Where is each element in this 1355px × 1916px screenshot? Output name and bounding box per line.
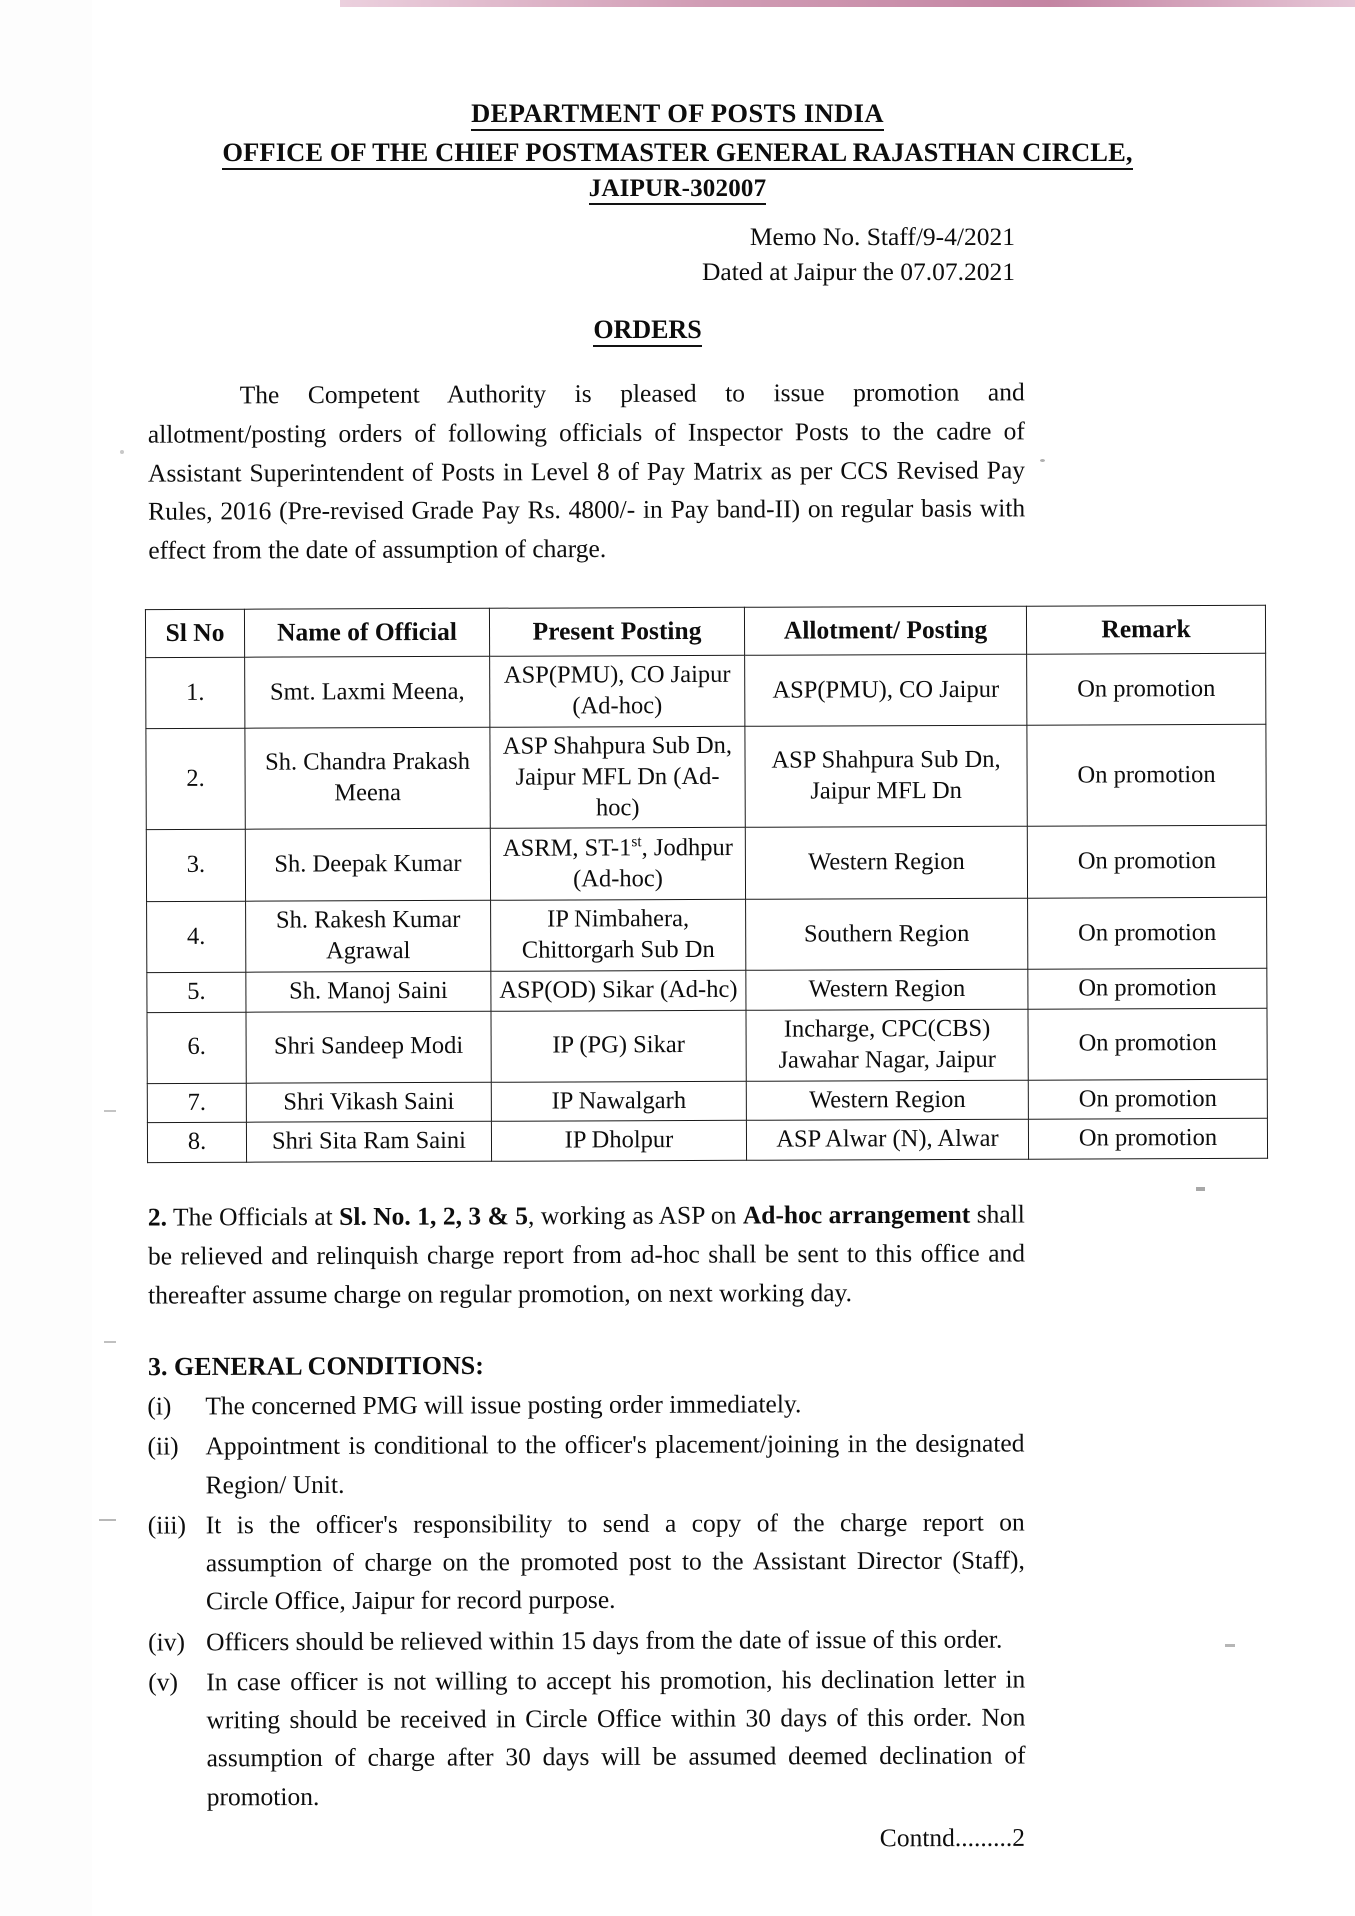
cell-remark: On promotion [1027, 724, 1266, 826]
general-condition-text: Officers should be relieved within 15 days from the date of issue of this order. [206, 1623, 1003, 1656]
document-header [0, 98, 1355, 203]
general-condition-text: It is the officer's responsibility to send a copy of the charge report on assumption of charge on the promoted post to the Assistant Director (Staff), Circle Office, Jaipur for record purpose. [205, 1506, 1025, 1616]
general-condition-marker: (iii) [147, 1509, 187, 1539]
general-condition-marker: (v) [148, 1666, 179, 1696]
orders-title [0, 315, 1355, 345]
memo-block [0, 219, 1355, 289]
cell-sl-no: 4. [147, 902, 246, 973]
general-condition-item [148, 1503, 1025, 1621]
cell-present-posting: IP Nawalgarh [491, 1081, 746, 1122]
cell-name: Sh. Deepak Kumar [245, 829, 490, 902]
promotion-table-wrapper [145, 605, 1232, 1163]
cell-remark: On promotion [1027, 654, 1266, 726]
clause-2-part2: , working as ASP on [527, 1200, 743, 1231]
cell-allotment-posting: Western Region [746, 1080, 1028, 1121]
header-city-text: JAIPUR-302007 [589, 175, 767, 205]
table-row [147, 898, 1267, 973]
cell-sl-no: 2. [146, 728, 245, 830]
table-header-row [145, 605, 1265, 657]
table-row [147, 1008, 1267, 1083]
cell-allotment-posting: ASP(PMU), CO Jaipur [745, 654, 1027, 726]
header-office-line [0, 137, 1355, 168]
cell-sl-no: 5. [147, 972, 246, 1012]
cell-present-posting: IP Nimbahera, Chittorgarh Sub Dn [491, 900, 746, 972]
general-conditions-heading: 3. GENERAL CONDITIONS: [147, 1350, 484, 1381]
general-condition-marker: (ii) [147, 1431, 179, 1461]
orders-title-text: ORDERS [593, 315, 701, 347]
cell-present-posting: IP Dholpur [491, 1121, 746, 1162]
cell-allotment-posting: Western Region [746, 969, 1028, 1010]
general-conditions-list [147, 1384, 1025, 1816]
column-header-sl-no: Sl No [145, 609, 244, 658]
cell-remark: On promotion [1028, 1119, 1267, 1160]
cell-present-posting: ASP Shahpura Sub Dn, Jaipur MFL Dn (Ad-hoc) [490, 726, 745, 829]
cell-present-posting: IP (PG) Sikar [491, 1010, 746, 1082]
continued-footer: Contnd.........2 [879, 1823, 1026, 1853]
cell-allotment-posting: ASP Shahpura Sub Dn, Jaipur MFL Dn [745, 725, 1027, 828]
cell-present-posting: ASRM, ST-1st, Jodhpur (Ad-hoc) [490, 828, 745, 901]
promotion-table [145, 605, 1268, 1164]
cell-remark: On promotion [1028, 968, 1267, 1009]
clause-2-number: 2. [147, 1202, 168, 1232]
cell-present-posting: ASP(OD) Sikar (Ad-hc) [491, 970, 746, 1011]
cell-sl-no: 7. [147, 1083, 246, 1123]
column-header-name: Name of Official [244, 608, 489, 657]
clause-2-part1: The Officials at [172, 1202, 340, 1232]
cell-remark: On promotion [1028, 1079, 1267, 1120]
column-header-remark: Remark [1026, 605, 1265, 654]
ordinal-suffix: st [631, 833, 642, 851]
table-row [147, 1119, 1267, 1163]
cell-sl-no: 6. [147, 1012, 246, 1083]
cell-name: Shri Sita Ram Saini [246, 1122, 491, 1163]
cell-allotment-posting: Incharge, CPC(CBS) Jawahar Nagar, Jaipur [746, 1009, 1028, 1081]
column-header-present: Present Posting [489, 607, 744, 656]
general-condition-text: The concerned PMG will issue posting order immediately. [205, 1388, 802, 1421]
cell-allotment-posting: Southern Region [746, 899, 1028, 971]
clause-2-paragraph [148, 1196, 1025, 1315]
general-condition-marker: (iv) [148, 1626, 186, 1656]
intro-paragraph: The Competent Authority is pleased to issue promotion and allotment/posting orders of following officials of Inspector Posts to the cadre of Assistant Superintendent of Posts in Level 8 of Pay Matrix as per CCS Revised Pay Rules, 2016 (Pre-revised Grade Pay Rs. 4800/- in Pay band-II) on regular basis with effect from the date of assumption of charge. [147, 377, 1026, 566]
general-condition-marker: (i) [147, 1391, 172, 1421]
cell-name: Sh. Rakesh Kumar Agrawal [246, 901, 491, 973]
cell-name: Sh. Manoj Saini [246, 971, 491, 1012]
memo-date: Dated at Jaipur the 07.07.2021 [701, 257, 1015, 287]
cell-remark: On promotion [1028, 1008, 1267, 1080]
table-row [146, 724, 1266, 830]
cell-present-posting: ASP(PMU), CO Jaipur (Ad-hoc) [490, 656, 745, 728]
header-department-text: DEPARTMENT OF POSTS INDIA [471, 98, 884, 131]
general-condition-item [148, 1660, 1026, 1816]
table-row [147, 968, 1267, 1012]
table-body [146, 654, 1268, 1163]
header-department-line [0, 98, 1355, 129]
general-condition-item [147, 1384, 1024, 1425]
cell-sl-no: 8. [147, 1123, 246, 1163]
cell-allotment-posting: Western Region [745, 827, 1027, 900]
cell-sl-no: 1. [146, 657, 245, 728]
clause-2-part3: shall be relieved and relinquish charge report from ad-hoc shall be sent to this office and thereafter assume charge on regular promotion, on next working day. [147, 1199, 1026, 1310]
header-office-text: OFFICE OF THE CHIEF POSTMASTER GENERAL RAJASTHAN CIRCLE, [222, 137, 1132, 170]
cell-name: Shri Vikash Saini [246, 1082, 491, 1123]
general-condition-text: In case officer is not willing to accept his promotion, his declination letter in writing should be received in Circle Office within 30 days of this order. Non assumption of charge after 30 days will be assumed deemed declination of promotion. [206, 1663, 1026, 1811]
table-row [146, 654, 1266, 729]
memo-number: Memo No. Staff/9-4/2021 [749, 222, 1015, 251]
table-head [145, 605, 1265, 657]
general-condition-text: Appointment is conditional to the officer's placement/joining in the designated Region/ Unit. [205, 1428, 1025, 1499]
cell-name: Sh. Chandra Prakash Meena [245, 727, 490, 830]
cell-remark: On promotion [1028, 898, 1267, 970]
table-row [146, 826, 1266, 902]
cell-sl-no: 3. [146, 830, 245, 902]
cell-allotment-posting: ASP Alwar (N), Alwar [746, 1120, 1028, 1161]
header-city-line [0, 175, 1355, 203]
cell-name: Smt. Laxmi Meena, [245, 657, 490, 729]
general-condition-item [147, 1424, 1024, 1504]
cell-name: Shri Sandeep Modi [246, 1011, 491, 1083]
clause-2-bold-adhoc: Ad-hoc arrangement [742, 1200, 971, 1230]
cell-remark: On promotion [1027, 826, 1266, 899]
column-header-allotment: Allotment/ Posting [744, 606, 1026, 655]
general-condition-item [148, 1620, 1025, 1661]
table-row [147, 1079, 1267, 1123]
clause-2-bold-slno: Sl. No. 1, 2, 3 & 5 [339, 1201, 529, 1232]
